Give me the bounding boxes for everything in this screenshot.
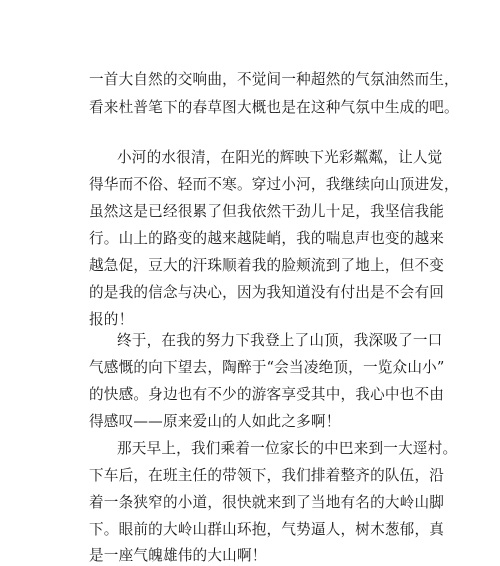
text-line: 那天早上，我们乘着一位家长的中巴来到一大逕村。 bbox=[117, 440, 458, 457]
text-line: 看来杜普笔下的春草图大概也是在这种气氛中生成的吧。 bbox=[89, 99, 459, 116]
text-line: 一首大自然的交响曲，不觉间一种超然的气氛油然而生， bbox=[89, 71, 459, 88]
text-line: 着一条狭窄的小道，很快就来到了当地有名的大岭山脚 bbox=[89, 494, 445, 511]
text-line: 得华而不俗、轻而不寒。穿过小河，我继续向山顶进发， bbox=[89, 176, 459, 193]
text-line: 下车后，在班主任的带领下，我们排着整齐的队伍，沿 bbox=[89, 467, 445, 484]
text-line: 越急促，豆大的汗珠顺着我的脸颊流到了地上，但不变 bbox=[89, 257, 445, 274]
text-line: 的是我的信念与决心，因为我知道没有付出是不会有回 bbox=[89, 284, 445, 301]
text-line: 得感叹——原来爱山的人如此之多啊！ bbox=[89, 413, 341, 430]
text-line: 行。山上的路变的越来越陡峭，我的喘息声也变的越来 bbox=[89, 230, 445, 247]
text-line: 是一座气魄雄伟的大山啊！ bbox=[89, 547, 267, 564]
text-line: 终于，在我的努力下我登上了山顶，我深吸了一口 bbox=[117, 332, 443, 349]
text-line: 报的！ bbox=[89, 311, 134, 328]
text-line: 小河的水很清，在阳光的辉映下光彩粼粼，让人觉 bbox=[117, 149, 443, 166]
text-line: 气感慨的向下望去，陶醉于“会当凌绝顶，一览众山小” bbox=[89, 359, 445, 376]
text-line: 下。眼前的大岭山群山环抱，气势逼人，树木葱郁，真 bbox=[89, 521, 445, 538]
text-line: 虽然这是已经很累了但我依然干劲儿十足，我坚信我能 bbox=[89, 203, 445, 220]
text-line: 的快感。身边也有不少的游客享受其中，我心中也不由 bbox=[89, 386, 445, 403]
